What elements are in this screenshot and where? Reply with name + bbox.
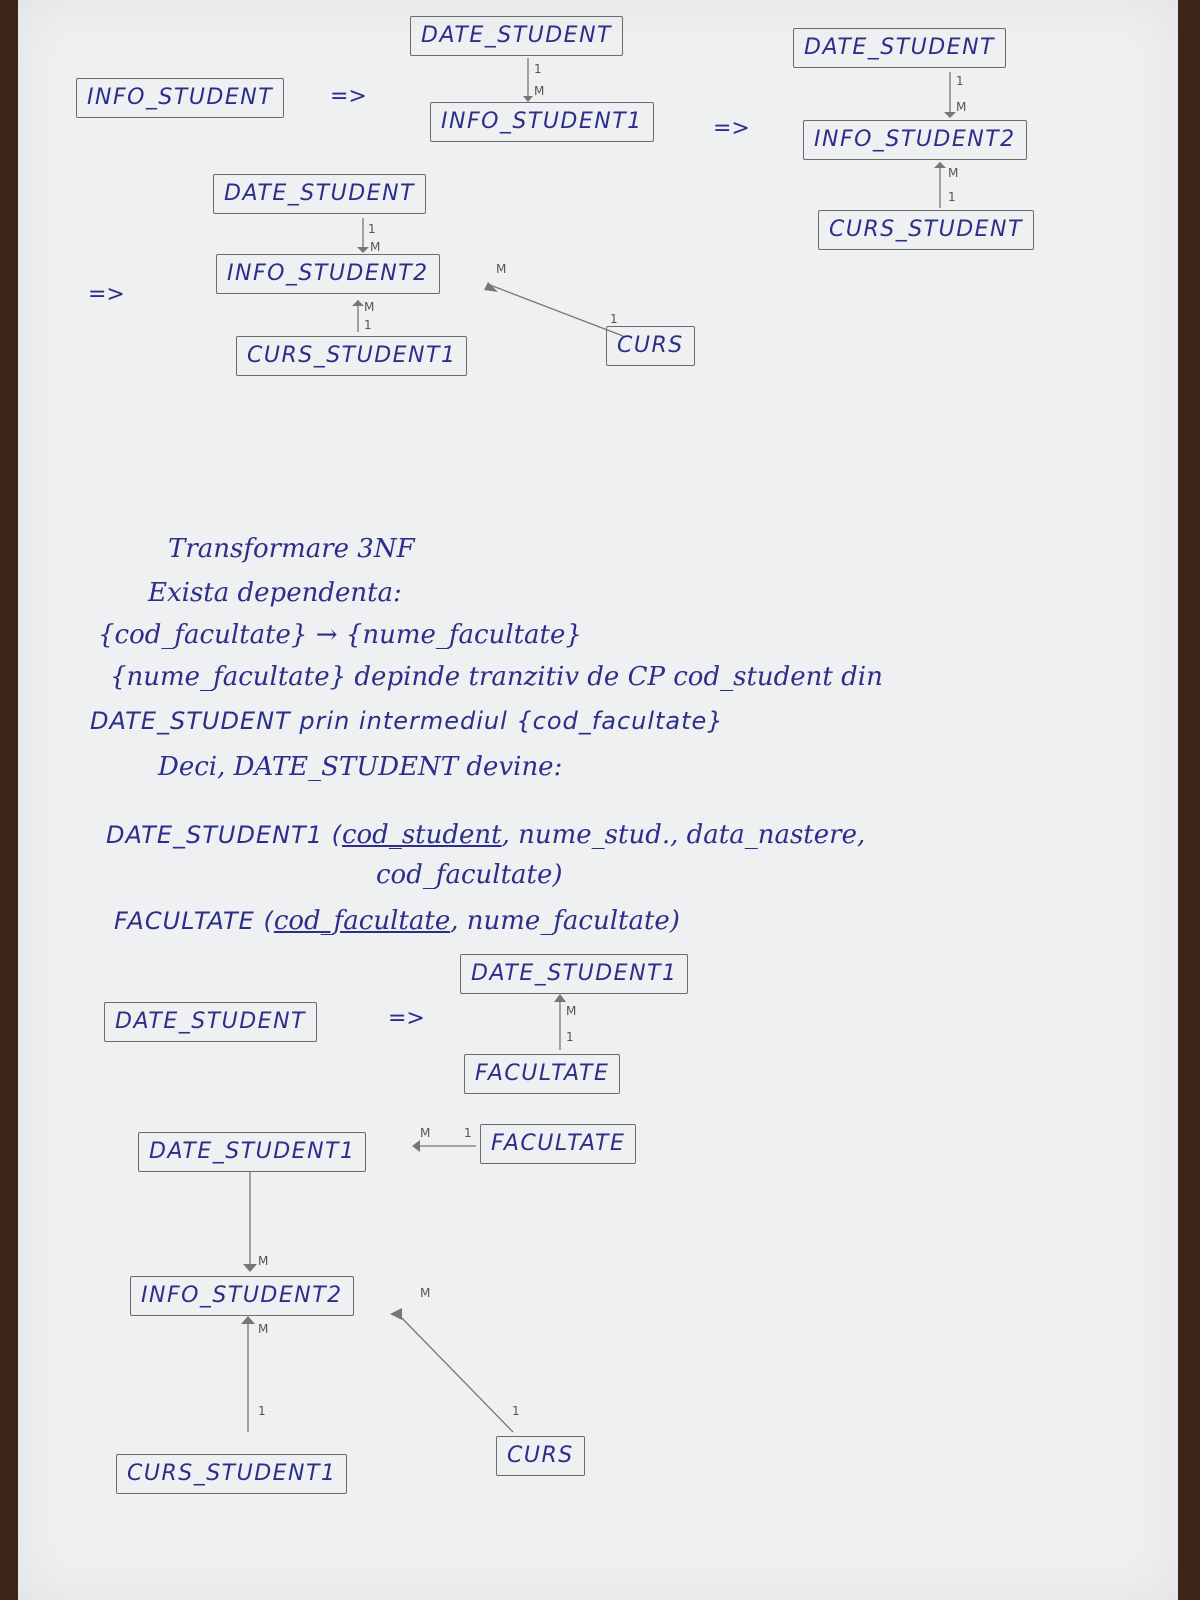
primary-key: cod_student xyxy=(341,820,502,850)
entity-date-student: DATE_STUDENT xyxy=(213,174,426,214)
entity-curs-student1: CURS_STUDENT1 xyxy=(236,336,467,376)
notes-line: Deci, DATE_STUDENT devine: xyxy=(158,752,563,782)
notes-line: Exista dependenta: xyxy=(148,578,402,608)
arrowhead xyxy=(554,994,566,1002)
entity-date-student1: DATE_STUDENT1 xyxy=(460,954,688,994)
entity-date-student: DATE_STUDENT xyxy=(410,16,623,56)
rel-line xyxy=(396,1312,513,1432)
primary-key: cod_facultate xyxy=(273,906,451,936)
arrowhead xyxy=(390,1308,402,1320)
relation-attributes-cont: cod_facultate) xyxy=(376,860,563,890)
arrowhead xyxy=(352,300,364,306)
relation-name: FACULTATE ( xyxy=(114,907,274,935)
entity-date-student: DATE_STUDENT xyxy=(104,1002,317,1042)
arrowhead xyxy=(241,1316,255,1324)
entity-info-student: INFO_STUDENT xyxy=(76,78,284,118)
cardinality-many: M xyxy=(534,84,545,98)
arrowhead xyxy=(944,112,956,118)
cardinality-one: 1 xyxy=(534,62,542,76)
cardinality-one: 1 xyxy=(948,190,956,204)
notes-line: {nume_facultate} depinde tranzitiv de CP cod_student din xyxy=(110,662,883,692)
cardinality-many: M xyxy=(566,1004,577,1018)
cardinality-many: M xyxy=(948,166,959,180)
rel-line xyxy=(490,285,623,336)
relation-attributes: , nume_facultate) xyxy=(450,906,680,936)
paper-sheet xyxy=(18,0,1178,1600)
entity-curs-student: CURS_STUDENT xyxy=(818,210,1034,250)
relation-date-student1 xyxy=(106,818,865,852)
implies-arrow: => xyxy=(330,84,367,109)
cardinality-many: M xyxy=(420,1126,431,1140)
notes-line: DATE_STUDENT prin intermediul {cod_facultate} xyxy=(90,707,724,735)
cardinality-many: M xyxy=(258,1322,269,1336)
entity-date-student1: DATE_STUDENT1 xyxy=(138,1132,366,1172)
entity-info-student1: INFO_STUDENT1 xyxy=(430,102,654,142)
cardinality-many: M xyxy=(370,240,381,254)
implies-arrow: => xyxy=(88,282,125,307)
arrowhead xyxy=(243,1264,257,1272)
entity-curs: CURS xyxy=(606,326,695,366)
relation-facultate xyxy=(114,904,680,938)
notes-heading: Transformare 3NF xyxy=(168,534,415,564)
entity-info-student2: INFO_STUDENT2 xyxy=(216,254,440,294)
cardinality-one: 1 xyxy=(956,74,964,88)
cardinality-one: 1 xyxy=(464,1126,472,1140)
cardinality-many: M xyxy=(956,100,967,114)
entity-date-student: DATE_STUDENT xyxy=(793,28,1006,68)
arrowhead xyxy=(412,1140,420,1152)
cardinality-one: 1 xyxy=(368,222,376,236)
cardinality-many: M xyxy=(420,1286,431,1300)
entity-info-student2: INFO_STUDENT2 xyxy=(803,120,1027,160)
entity-info-student2: INFO_STUDENT2 xyxy=(130,1276,354,1316)
cardinality-one: 1 xyxy=(610,312,618,326)
cardinality-one: 1 xyxy=(512,1404,520,1418)
arrowhead xyxy=(357,247,369,253)
notes-line: {cod_facultate} → {nume_facultate} xyxy=(98,620,582,650)
entity-curs-student1: CURS_STUDENT1 xyxy=(116,1454,347,1494)
cardinality-one: 1 xyxy=(566,1030,574,1044)
entity-facultate: FACULTATE xyxy=(480,1124,636,1164)
implies-arrow: => xyxy=(713,116,750,141)
cardinality-one: 1 xyxy=(364,318,372,332)
cardinality-many: M xyxy=(364,300,375,314)
entity-curs: CURS xyxy=(496,1436,585,1476)
cardinality-one: 1 xyxy=(258,1404,266,1418)
relation-name: DATE_STUDENT1 ( xyxy=(106,821,342,849)
cardinality-many: M xyxy=(258,1254,269,1268)
entity-facultate: FACULTATE xyxy=(464,1054,620,1094)
implies-arrow: => xyxy=(388,1006,425,1031)
relation-attributes: , nume_stud., data_nastere, xyxy=(501,820,866,850)
arrowhead xyxy=(934,162,946,168)
cardinality-many: M xyxy=(496,262,507,276)
